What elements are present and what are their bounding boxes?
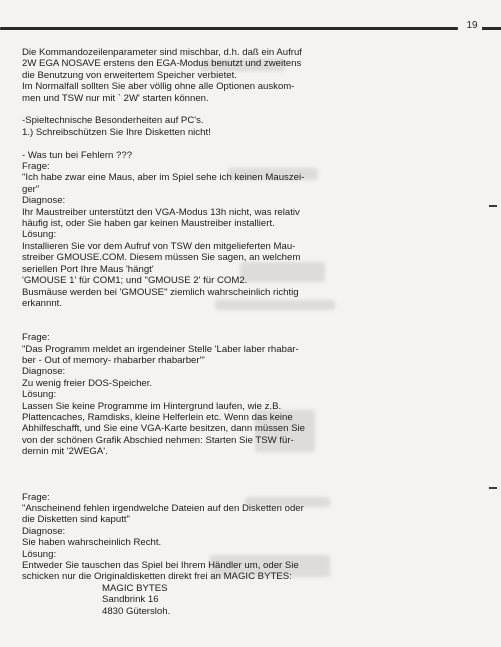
text-line: Plattencaches, Ramdisks, kleine Helferlein etc. Wenn das keine — [22, 411, 293, 423]
header-rule — [0, 27, 458, 30]
troubleshooting-memory — [22, 332, 349, 457]
address-line: 4830 Gütersloh. — [102, 605, 171, 617]
text-line: 1.) Schreibschützen Sie Ihre Disketten nicht! — [22, 126, 211, 138]
text-line: Installieren Sie vor dem Aufruf von TSW den mitgelieferten Mau- — [22, 240, 296, 252]
text-line: dernin mit '2WEGA'. — [22, 446, 108, 458]
troubleshooting-files — [22, 492, 349, 583]
text-line: Im Normalfall sollten Sie aber völlig ohne alle Optionen auskom- — [22, 81, 295, 93]
page-body — [22, 47, 349, 617]
text-line: Zu wenig freier DOS-Speicher. — [22, 377, 153, 389]
text-line: Frage: — [22, 161, 50, 173]
text-line: ger" — [22, 183, 40, 195]
postal-address — [22, 583, 349, 617]
text-line: "Ich habe zwar eine Maus, aber im Spiel sehe ich keinen Mauszei- — [22, 172, 305, 184]
header-rule-end — [482, 27, 501, 30]
text-line: Sie haben wahrscheinlich Recht. — [22, 537, 162, 549]
text-line: 'GMOUSE 1' für COM1; und "GMOUSE 2' für COM2. — [22, 275, 248, 287]
address-line: Sandbrink 16 — [102, 594, 159, 606]
page-number: 19 — [466, 20, 478, 31]
text-line: Frage: — [22, 491, 50, 503]
text-line: die Disketten sind kaputt" — [22, 514, 130, 526]
text-line: "Das Programm meldet an irgendeiner Stelle 'Laber laber rhabar- — [22, 343, 299, 355]
address-line: MAGIC BYTES — [102, 582, 168, 594]
text-line: von der schönen Grafik Abschied nehmen: Starten Sie TSW für- — [22, 434, 294, 446]
section-heading: - Was tun bei Fehlern ??? — [22, 149, 133, 161]
text-line: Abhilfeschafft, und Sie eine VGA-Karte besitzen, dann müssen Sie — [22, 423, 306, 435]
text-line: streiber GMOUSE.COM. Diesem müssen Sie sagen, an welchem — [22, 252, 301, 264]
text-line: Lösung: — [22, 548, 57, 560]
text-line: -Spieltechnische Besonderheiten auf PC's. — [22, 115, 204, 127]
text-line: Diagnose: — [22, 525, 66, 537]
text-line: die Benutzung von erweitertem Speicher verbietet. — [22, 69, 237, 81]
text-line: Lösung: — [22, 389, 57, 401]
special-notes — [22, 115, 349, 138]
troubleshooting-mouse — [22, 150, 349, 310]
binder-hole-mark — [489, 205, 497, 207]
text-line: Die Kommandozeilenparameter sind mischbar, d.h. daß ein Aufruf — [22, 47, 302, 58]
text-line: ber - Out of memory- rhabarber rhabarber'" — [22, 354, 205, 366]
text-line: Busmäuse werden bei 'GMOUSE" ziemlich wahrscheinlich richtig — [22, 286, 299, 298]
binder-hole-mark — [489, 487, 497, 489]
text-line: häufig ist, oder Sie haben gar keinen Maustreiber installiert. — [22, 218, 275, 230]
text-line: Entweder Sie tauschen das Spiel bei Ihrem Händler um, oder Sie — [22, 560, 299, 572]
text-line: seriellen Port Ihre Maus 'hängt' — [22, 263, 154, 275]
text-line: Lassen Sie keine Programme im Hintergrund laufen, wie z.B. — [22, 400, 282, 412]
text-line: schicken nur die Originaldisketten direkt frei an MAGIC BYTES: — [22, 571, 292, 583]
text-line: Diagnose: — [22, 366, 66, 378]
text-line: men und TSW nur mit ` 2W' starten können. — [22, 92, 209, 104]
text-line: erkannnt. — [22, 297, 63, 309]
text-line: 2W EGA NOSAVE erstens den EGA-Modus benutzt und zweitens — [22, 58, 302, 70]
text-line: Diagnose: — [22, 195, 66, 207]
text-line: Lösung: — [22, 229, 57, 241]
text-line: Ihr Maustreiber unterstützt den VGA-Modus 13h nicht, was relativ — [22, 206, 300, 218]
intro-paragraph — [22, 47, 349, 104]
text-line: "Anscheinend fehlen irgendwelche Dateien auf den Disketten oder — [22, 502, 304, 514]
text-line: Frage: — [22, 332, 50, 344]
